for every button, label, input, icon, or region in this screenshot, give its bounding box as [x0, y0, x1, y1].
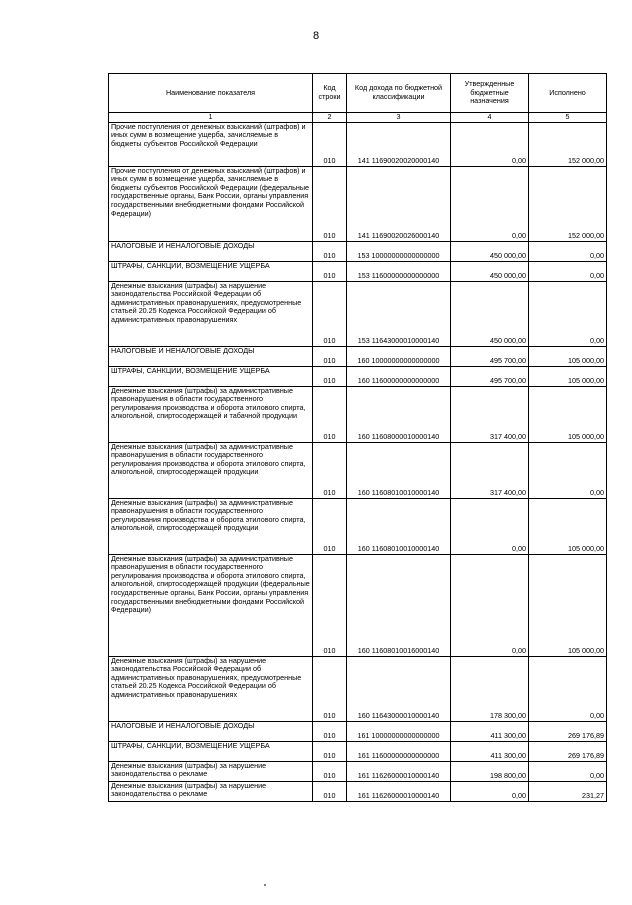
- indicator-name-cell: ШТРАФЫ, САНКЦИИ, ВОЗМЕЩЕНИЕ УЩЕРБА: [109, 261, 313, 281]
- table-row: [109, 122, 607, 166]
- income-code-cell: 160 11608000010000140: [347, 386, 451, 442]
- income-code-cell: 160 11600000000000000: [347, 366, 451, 386]
- col-number: 2: [313, 113, 347, 123]
- executed-amount-cell: 0,00: [529, 261, 607, 281]
- row-code-cell: 010: [313, 261, 347, 281]
- col-number: 4: [451, 113, 529, 123]
- table-row: [109, 442, 607, 498]
- indicator-name-cell: ШТРАФЫ, САНКЦИИ, ВОЗМЕЩЕНИЕ УЩЕРБА: [109, 366, 313, 386]
- approved-amount-cell: 178 300,00: [451, 656, 529, 721]
- table-row: [109, 781, 607, 801]
- indicator-name-cell: Денежные взыскания (штрафы) за нарушение законодательства Российской Федерации об административных правонарушениях, предусмотренные статьей 20.25 Кодекса Российской Федерации об административных правонарушениях: [109, 656, 313, 721]
- approved-amount-cell: 0,00: [451, 498, 529, 554]
- table-row: [109, 498, 607, 554]
- indicator-name-cell: НАЛОГОВЫЕ И НЕНАЛОГОВЫЕ ДОХОДЫ: [109, 241, 313, 261]
- approved-amount-cell: 0,00: [451, 166, 529, 241]
- executed-amount-cell: 0,00: [529, 442, 607, 498]
- row-code-cell: 010: [313, 241, 347, 261]
- header-row-code: Код строки: [313, 74, 347, 113]
- table-row: [109, 366, 607, 386]
- approved-amount-cell: 198 800,00: [451, 761, 529, 781]
- indicator-name-cell: Денежные взыскания (штрафы) за административные правонарушения в области государственного регулирования производства и оборота этилового спирта, алкогольной, спиртосодержащей продукции: [109, 442, 313, 498]
- table-header-row: [109, 74, 607, 113]
- indicator-name-cell: Денежные взыскания (штрафы) за нарушение законодательства о рекламе: [109, 781, 313, 801]
- row-code-cell: 010: [313, 386, 347, 442]
- row-code-cell: 010: [313, 346, 347, 366]
- row-code-cell: 010: [313, 554, 347, 656]
- executed-amount-cell: 105 000,00: [529, 346, 607, 366]
- executed-amount-cell: 269 176,89: [529, 721, 607, 741]
- indicator-name-cell: Денежные взыскания (штрафы) за административные правонарушения в области государственного регулирования производства и оборота этилового спирта, алкогольной, спиртосодержащей и табачной продукции: [109, 386, 313, 442]
- income-code-cell: 160 11608010016000140: [347, 554, 451, 656]
- table-row: [109, 761, 607, 781]
- approved-amount-cell: 450 000,00: [451, 261, 529, 281]
- header-name: Наименование показателя: [109, 74, 313, 113]
- executed-amount-cell: 231,27: [529, 781, 607, 801]
- income-code-cell: 160 10000000000000000: [347, 346, 451, 366]
- executed-amount-cell: 269 176,89: [529, 741, 607, 761]
- row-code-cell: 010: [313, 166, 347, 241]
- col-number: 5: [529, 113, 607, 123]
- income-code-cell: 160 11608010010000140: [347, 442, 451, 498]
- income-code-cell: 161 11626000010000140: [347, 761, 451, 781]
- income-code-cell: 153 11600000000000000: [347, 261, 451, 281]
- page-number: 8: [312, 30, 320, 42]
- indicator-name-cell: Прочие поступления от денежных взысканий (штрафов) и иных сумм в возмещение ущерба, зачисляемые в бюджеты субъектов Российской Федерации (федеральные государственные органы, Банк России, органы управления государственными внебюджетными фондами Российской Федерации): [109, 166, 313, 241]
- column-number-row: [109, 113, 607, 123]
- table-row: [109, 241, 607, 261]
- row-code-cell: 010: [313, 122, 347, 166]
- indicator-name-cell: Денежные взыскания (штрафы) за административные правонарушения в области государственного регулирования производства и оборота этилового спирта, алкогольной, спиртосодержащей продукции (федеральные государственные органы, Банк России, органы управления государственными внебюджетными фондами Российской Федерации): [109, 554, 313, 656]
- indicator-name-cell: НАЛОГОВЫЕ И НЕНАЛОГОВЫЕ ДОХОДЫ: [109, 721, 313, 741]
- executed-amount-cell: 152 000,00: [529, 122, 607, 166]
- scan-speck: [264, 884, 266, 886]
- col-number: 1: [109, 113, 313, 123]
- table-row: [109, 281, 607, 346]
- table-row: [109, 346, 607, 366]
- approved-amount-cell: 450 000,00: [451, 281, 529, 346]
- indicator-name-cell: ШТРАФЫ, САНКЦИИ, ВОЗМЕЩЕНИЕ УЩЕРБА: [109, 741, 313, 761]
- income-code-cell: 141 11690020026000140: [347, 166, 451, 241]
- income-code-cell: 141 11690020020000140: [347, 122, 451, 166]
- executed-amount-cell: 152 000,00: [529, 166, 607, 241]
- indicator-name-cell: Денежные взыскания (штрафы) за административные правонарушения в области государственного регулирования производства и оборота этилового спирта, алкогольной, спиртосодержащей продукции: [109, 498, 313, 554]
- header-income-code: Код дохода по бюджетной классификации: [347, 74, 451, 113]
- executed-amount-cell: 105 000,00: [529, 498, 607, 554]
- executed-amount-cell: 0,00: [529, 656, 607, 721]
- row-code-cell: 010: [313, 761, 347, 781]
- row-code-cell: 010: [313, 281, 347, 346]
- income-code-cell: 161 11626000010000140: [347, 781, 451, 801]
- table-row: [109, 721, 607, 741]
- approved-amount-cell: 317 400,00: [451, 386, 529, 442]
- income-code-cell: 161 11600000000000000: [347, 741, 451, 761]
- indicator-name-cell: Прочие поступления от денежных взысканий (штрафов) и иных сумм в возмещение ущерба, зачисляемые в бюджеты субъектов Российской Федерации: [109, 122, 313, 166]
- budget-execution-table: [108, 73, 607, 802]
- executed-amount-cell: 105 000,00: [529, 366, 607, 386]
- approved-amount-cell: 411 300,00: [451, 741, 529, 761]
- row-code-cell: 010: [313, 442, 347, 498]
- income-code-cell: 153 11643000010000140: [347, 281, 451, 346]
- approved-amount-cell: 0,00: [451, 781, 529, 801]
- row-code-cell: 010: [313, 498, 347, 554]
- approved-amount-cell: 450 000,00: [451, 241, 529, 261]
- approved-amount-cell: 0,00: [451, 122, 529, 166]
- income-code-cell: 161 10000000000000000: [347, 721, 451, 741]
- executed-amount-cell: 0,00: [529, 761, 607, 781]
- approved-amount-cell: 495 700,00: [451, 346, 529, 366]
- executed-amount-cell: 105 000,00: [529, 386, 607, 442]
- indicator-name-cell: НАЛОГОВЫЕ И НЕНАЛОГОВЫЕ ДОХОДЫ: [109, 346, 313, 366]
- row-code-cell: 010: [313, 741, 347, 761]
- header-executed: Исполнено: [529, 74, 607, 113]
- row-code-cell: 010: [313, 721, 347, 741]
- income-code-cell: 160 11643000010000140: [347, 656, 451, 721]
- indicator-name-cell: Денежные взыскания (штрафы) за нарушение законодательства Российской Федерации об административных правонарушениях, предусмотренные статьей 20.25 Кодекса Российской Федерации об административных правонарушениях: [109, 281, 313, 346]
- table-row: [109, 166, 607, 241]
- row-code-cell: 010: [313, 656, 347, 721]
- income-code-cell: 160 11608010010000140: [347, 498, 451, 554]
- income-code-cell: 153 10000000000000000: [347, 241, 451, 261]
- table-row: [109, 656, 607, 721]
- executed-amount-cell: 0,00: [529, 281, 607, 346]
- approved-amount-cell: 317 400,00: [451, 442, 529, 498]
- table-row: [109, 261, 607, 281]
- approved-amount-cell: 495 700,00: [451, 366, 529, 386]
- table-row: [109, 554, 607, 656]
- header-approved: Утвержденные бюджетные назначения: [451, 74, 529, 113]
- executed-amount-cell: 105 000,00: [529, 554, 607, 656]
- approved-amount-cell: 0,00: [451, 554, 529, 656]
- table-row: [109, 386, 607, 442]
- indicator-name-cell: Денежные взыскания (штрафы) за нарушение законодательства о рекламе: [109, 761, 313, 781]
- col-number: 3: [347, 113, 451, 123]
- table-row: [109, 741, 607, 761]
- executed-amount-cell: 0,00: [529, 241, 607, 261]
- approved-amount-cell: 411 300,00: [451, 721, 529, 741]
- row-code-cell: 010: [313, 781, 347, 801]
- row-code-cell: 010: [313, 366, 347, 386]
